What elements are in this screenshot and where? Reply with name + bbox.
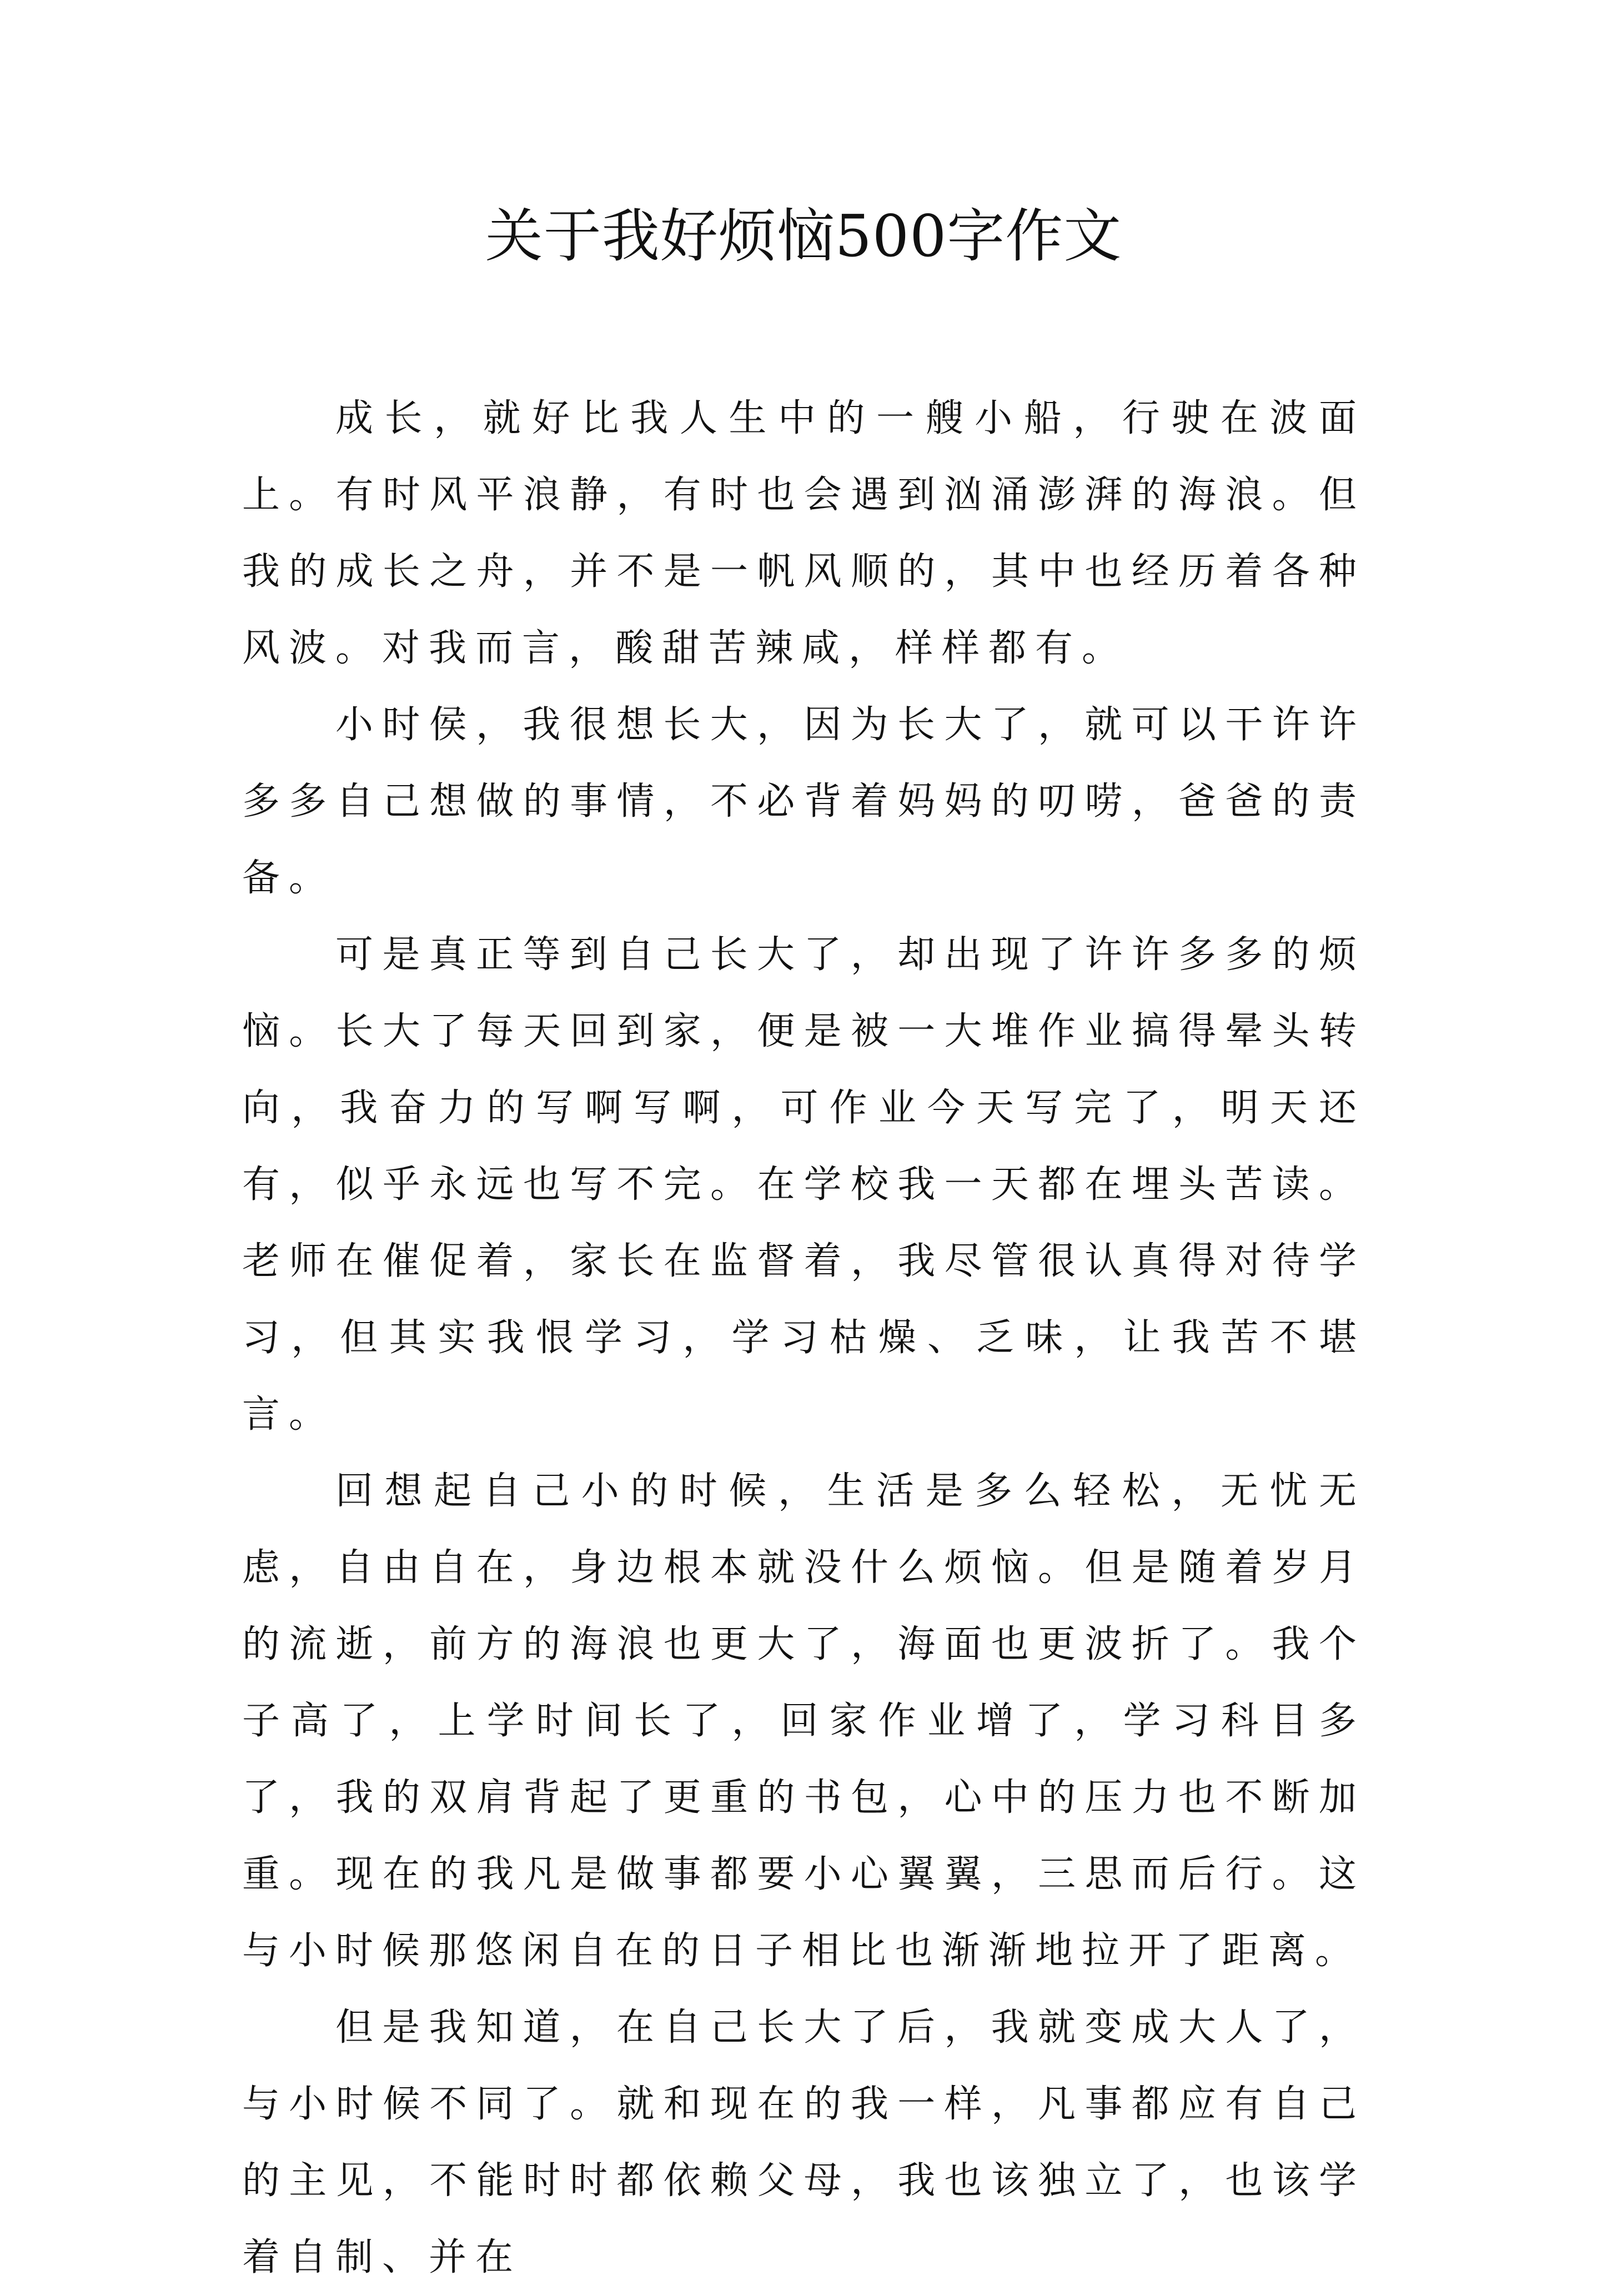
paragraph-2: 小时侯，我很想长大，因为长大了，就可以干许许多多自己想做的事情，不必背着妈妈的叨唠，爸爸的责备。	[242, 703, 1365, 900]
paragraph-4: 回想起自己小的时候，生活是多么轻松，无忧无虑，自由自在，身边根本就没什么烦恼。但是随着岁月的流逝，前方的海浪也更大了，海面也更波折了。我个子高了，上学时间长了，回家作业增了，学习科目多了，我的双肩背起了更重的书包，心中的压力也不断加重。现在的我凡是做事都要小心翼翼，三思而后行。这与小时候那悠闲自在的日子相比也渐渐地拉开了距离。	[242, 1469, 1365, 1973]
paragraph-1: 成长，就好比我人生中的一艘小船，行驶在波面上。有时风平浪静，有时也会遇到汹涌澎湃的海浪。但我的成长之舟，并不是一帆风顺的，其中也经历着各种风波。对我而言，酸甜苦辣咸，样样都有。	[242, 396, 1365, 670]
paragraph-5: 但是我知道，在自己长大了后，我就变成大人了，与小时候不同了。就和现在的我一样，凡事都应有自己的主见，不能时时都依赖父母，我也该独立了，也该学着自制、并在	[242, 2006, 1365, 2279]
paragraph-3: 可是真正等到自己长大了，却出现了许许多多的烦恼。长大了每天回到家，便是被一大堆作业搞得晕头转向，我奋力的写啊写啊，可作业今天写完了，明天还有，似乎永远也写不完。在学校我一天都在埋头苦读。老师在催促着，家长在监督着，我尽管很认真得对待学习，但其实我恨学习，学习枯燥、乏味，让我苦不堪言。	[242, 933, 1365, 1436]
document-body	[242, 380, 1365, 2296]
document-title: 关于我好烦恼500字作文	[485, 202, 1122, 270]
